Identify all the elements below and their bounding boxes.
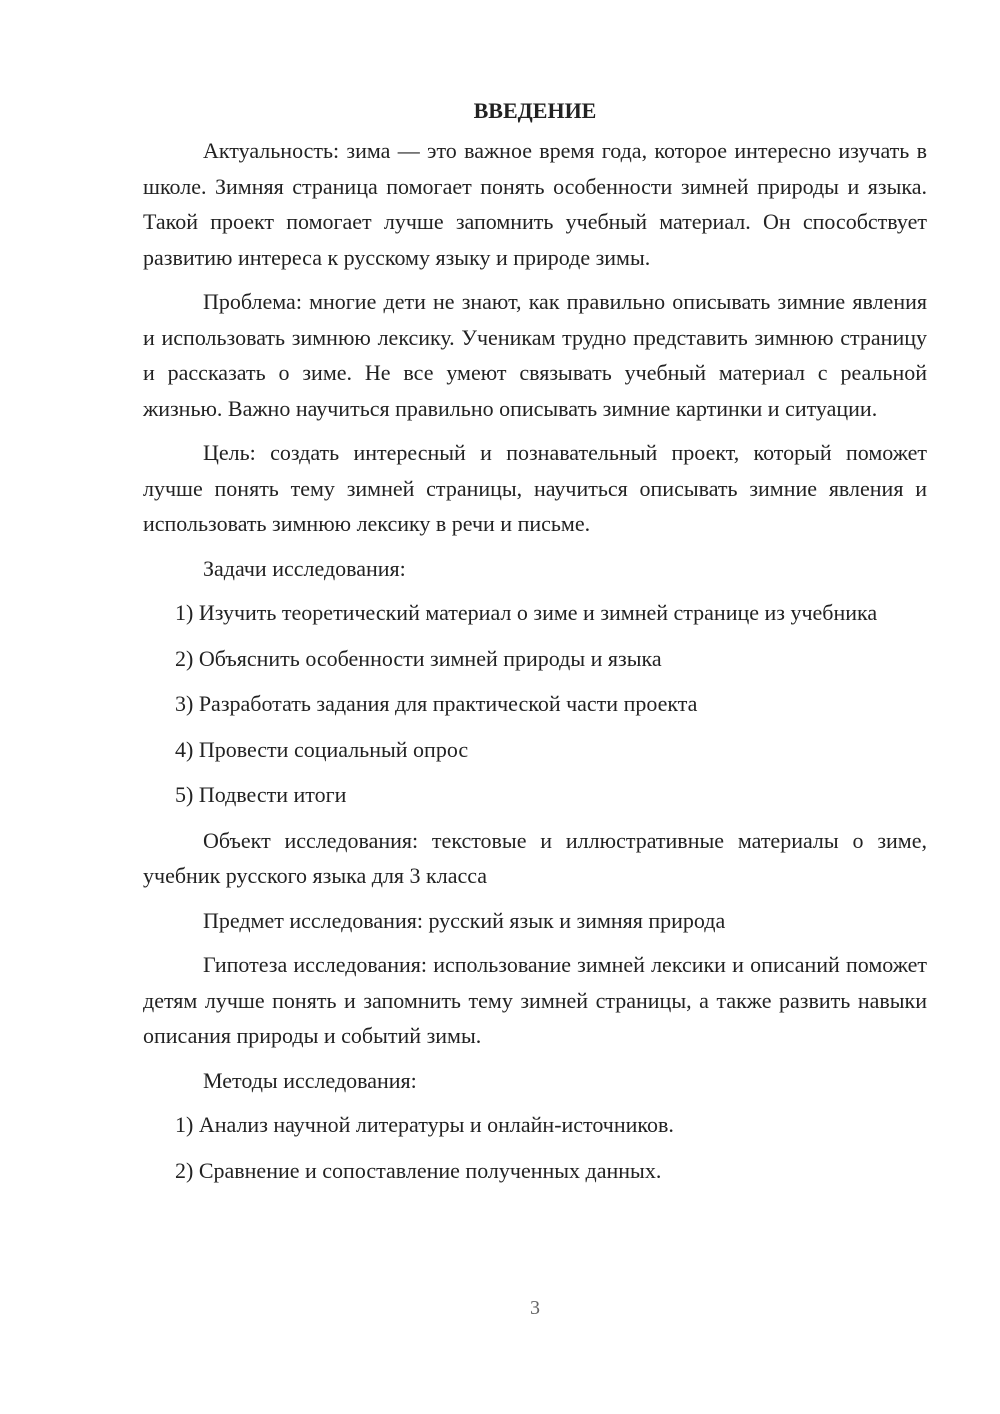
task-item: 3) Разработать задания для практической части проекта — [175, 691, 698, 716]
task-item: 5) Подвести итоги — [175, 782, 347, 807]
goal-paragraph: Цель: создать интересный и познавательный проект, который поможет лучше понять тему зимней страницы, научиться описывать зимние явления и использовать зимнюю лексику в речи и письме. — [143, 440, 927, 536]
method-item: 1) Анализ научной литературы и онлайн-источников. — [175, 1112, 674, 1137]
subject-paragraph: Предмет исследования: русский язык и зимняя природа — [203, 907, 726, 933]
page-number: 3 — [530, 1297, 540, 1319]
task-item: 1) Изучить теоретический материал о зиме и зимней странице из учебника — [175, 600, 878, 625]
task-item: 4) Провести социальный опрос — [175, 736, 469, 762]
hypothesis-paragraph: Гипотеза исследования: использование зимней лексики и описаний поможет детям лучше понять и запомнить тему зимней страницы, а также развить навыки описания природы и событий зимы. — [143, 952, 927, 1048]
problem-paragraph: Проблема: многие дети не знают, как правильно описывать зимние явления и использовать зимнюю лексику. Ученикам трудно представить зимнюю страницу и рассказать о зиме. Не все умеют связывать учебный материал с реальной жизнью. Важно научиться правильно описывать зимние картинки и ситуации. — [143, 289, 927, 421]
task-item: 2) Объяснить особенности зимней природы и языка — [175, 645, 662, 671]
methods-heading: Методы исследования: — [203, 1067, 417, 1093]
section-title: ВВЕДЕНИЕ — [473, 98, 597, 123]
tasks-heading: Задачи исследования: — [203, 555, 406, 581]
method-item: 2) Сравнение и сопоставление полученных данных. — [175, 1157, 662, 1183]
page-content — [143, 93, 927, 1198]
relevance-paragraph: Актуальность: зима — это важное время года, которое интересно изучать в школе. Зимняя страница помогает понять особенности зимней природы и языка. Такой проект помогает лучше запомнить учебный материал. Он способствует развитию интереса к русскому языку и природе зимы. — [143, 138, 927, 270]
object-paragraph: Объект исследования: текстовые и иллюстративные материалы о зиме, учебник русского языка для 3 класса — [143, 827, 927, 888]
